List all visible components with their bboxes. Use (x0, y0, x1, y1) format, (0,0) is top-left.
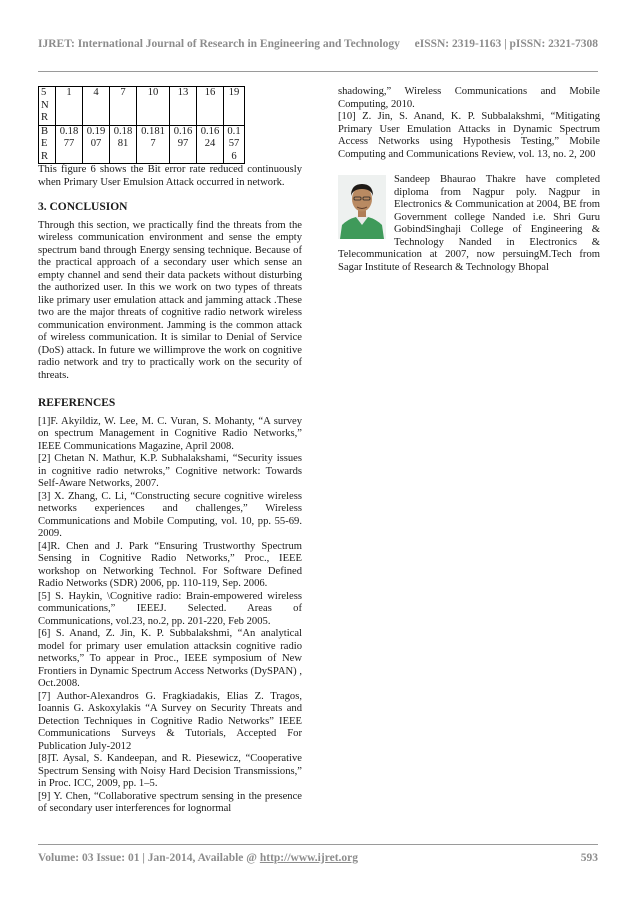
footer-volume: Volume: 03 Issue: 01 | Jan-2014, Available @ http://www.ijret.org (38, 852, 359, 864)
page-header (38, 38, 598, 50)
references-heading: REFERENCES (38, 397, 116, 409)
table-cell: 16 (197, 87, 224, 126)
bio-text: Sandeep Bhaurao Thakre have completed diploma from Nagpur poly. Nagpur in Electronics & Communication at 2004, BE from Government college Nanded i.e. Shri Guru GobindSinghaji College of Engineering & Technology Nanded in Electronics & Telecommunication at 2007, now persuingM.Tech from Sagar Institute of Research & Technology Bhopal (338, 174, 600, 273)
left-column (38, 86, 302, 816)
reference-item: [6] S. Anand, Z. Jin, K. P. Subbalakshmi, “An analytical model for primary user emulation attacksin cognitive radio networks,” To appear in Proc., IEEE symposium of New Frontiers in Dynamic Spectrum Access Networks (DySPAN) , Oct.2008. (38, 628, 302, 689)
table-cell: 0.16 24 (197, 125, 224, 164)
reference-item: [2] Chetan N. Mathur, K.P. Subhalakshami, “Security issues in cognitive radio netwroks,” Cognitive network: Towards Self-Aware Networks, 2007. (38, 453, 302, 489)
table-cell: 1 (56, 87, 83, 126)
table-cell: 10 (137, 87, 170, 126)
table-cell: 0.18 77 (56, 125, 83, 164)
table-cell: 0.16 97 (170, 125, 197, 164)
table-cell: 7 (110, 87, 137, 126)
reference-item: [1]F. Akyildiz, W. Lee, M. C. Vuran, S. Mohanty, “A survey on spectrum Management in Cognitive Radio Networks,” IEEE Communications Magazine, April 2008. (38, 415, 302, 452)
ber-row (39, 125, 245, 164)
ber-table (38, 86, 245, 164)
issn-info: eISSN: 2319-1163 | pISSN: 2321-7308 (414, 38, 598, 50)
reference-item: [10] Z. Jin, S. Anand, K. P. Subbalakshmi, “Mitigating Primary User Emulation Attacks in Dynamic Spectrum Access Networks using Hypothesis Testing,” Mobile Computing and Communications Review, vol. 13, no. 2, 200 (338, 111, 600, 160)
snr-row (39, 87, 245, 126)
author-photo (338, 175, 386, 239)
table-cell: 0.19 07 (83, 125, 110, 164)
header-rule (38, 71, 598, 72)
table-cell: 0.1 57 6 (224, 125, 245, 164)
conclusion-text: Through this section, we practically find the threats from the wireless communication environment and sense the empty spectrum band through Energy sensing technique. Because of the practical approach of a secondary user which sense an empty channel and send their data packets without disturbing the authorized user. In this we work on two types of threats like primary user emulation attack and jamming attack .These two are the major threats of cognitive radio network wireless communication environment. Jamming is the common attack of wireless communication. It is similar to Denial of Service (DoS) attack. In future we willimprove the work on cognitive radio network and try to practically work on the security of threats. (38, 219, 302, 381)
page-number: 593 (580, 852, 598, 864)
table-cell: 0.181 7 (137, 125, 170, 164)
references-list-left (38, 416, 302, 816)
journal-link[interactable]: http://www.ijret.org (259, 852, 359, 864)
page-footer (38, 852, 598, 864)
reference-item: [4]R. Chen and J. Park “Ensuring Trustworthy Spectrum Sensing in Cognitive Radio Networks,” Proc., IEEE workshop on Networking Technol. For Software Defined Radio Networks (SDR) 2006, pp. 110-119, Sep. 2006. (38, 540, 302, 589)
table-cell: 19 (224, 87, 245, 126)
table-cell: 13 (170, 87, 197, 126)
ber-label: B E R (39, 125, 56, 164)
footer-rule (38, 844, 598, 845)
journal-title: IJRET: International Journal of Research in Engineering and Technology (38, 38, 400, 50)
table-cell: 0.18 81 (110, 125, 137, 164)
right-column (338, 86, 600, 274)
table-cell: 4 (83, 87, 110, 126)
reference-item: shadowing,” Wireless Communications and Mobile Computing, 2010. (338, 86, 600, 110)
reference-item: [8]T. Aysal, S. Kandeepan, and R. Piesewicz, “Cooperative Spectrum Sensing with Noisy Hard Decision Transmissions,” in Proc. ICC, 2009, pp. 1–5. (38, 753, 302, 789)
author-bio (338, 174, 600, 274)
figure-caption: This figure 6 shows the Bit error rate reduced continuously when Primary User Emulsion Attack occurred in network. (38, 164, 302, 188)
snr-label: 5 N R (39, 87, 56, 126)
reference-item: [5] S. Haykin, \Cognitive radio: Brain-empowered wireless communications,” IEEEJ. Selected. Areas of Communications, vol.23, no.2, pp. 201-220, Feb 2005. (38, 590, 302, 627)
reference-item: [3] X. Zhang, C. Li, “Constructing secure cognitive wireless networks experiences and challenges,” Wireless Communications and Mobile Computing, vol. 10, pp. 55-69. 2009. (38, 490, 302, 539)
conclusion-heading: 3. CONCLUSION (38, 201, 128, 213)
reference-item: [7] Author-Alexandros G. Fragkiadakis, Elias Z. Tragos, Ioannis G. Askoxylakis “A Survey on Security Threats and Detection Techniques in Cognitive Radio Networks” IEEE Communications Surveys & Tutorials, Accepted For Publication July-2012 (38, 690, 302, 752)
reference-item: [9] Y. Chen, “Collaborative spectrum sensing in the presence of secondary user interferences for lognormal (38, 790, 302, 814)
